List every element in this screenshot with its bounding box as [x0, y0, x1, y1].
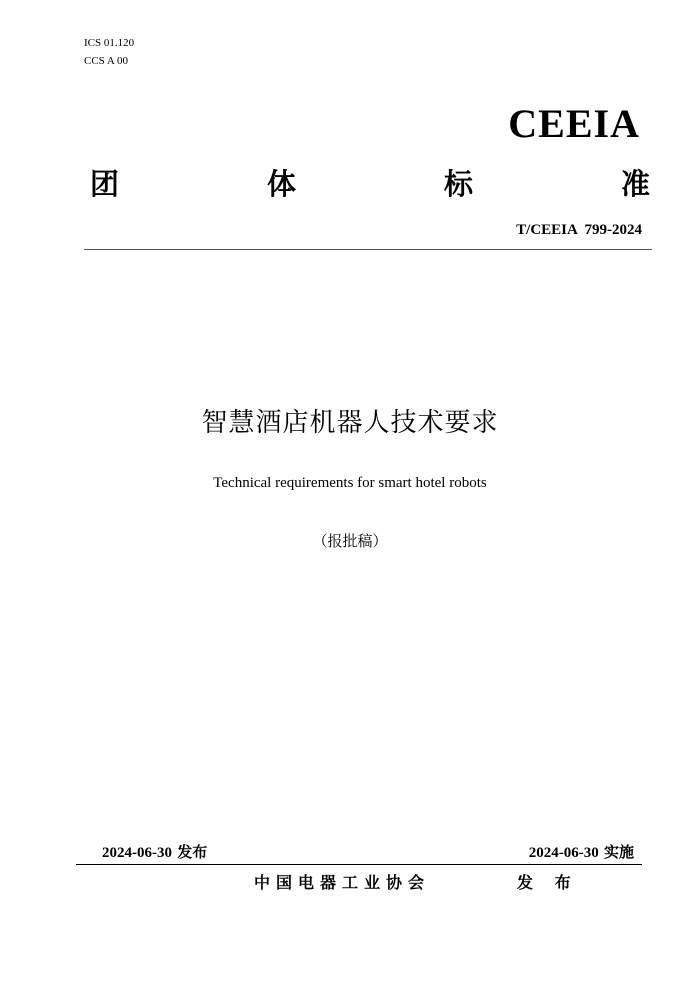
header-divider	[84, 249, 652, 250]
standard-type-char: 团	[90, 167, 120, 201]
issue-date	[102, 841, 207, 862]
ics-code: ICS 01.120	[84, 37, 135, 49]
implementation-date	[529, 841, 634, 862]
implementation-date-label: 实施	[598, 843, 634, 861]
standard-type	[90, 162, 650, 203]
publisher-name: 中国电器工业协会	[254, 873, 431, 892]
issue-date-label: 发布	[172, 843, 208, 861]
implementation-date-value: 2024-06-30	[528, 845, 599, 861]
standard-number: T/CEEIA 799-2024	[516, 222, 642, 238]
ccs-code: CCS A 00	[84, 55, 129, 67]
issue-date-value: 2024-06-30	[102, 845, 172, 861]
draft-status: （报批稿）	[312, 532, 388, 550]
standard-type-char: 体	[266, 167, 296, 201]
document-title-chinese: 智慧酒店机器人技术要求	[201, 408, 499, 438]
standard-type-char: 标	[443, 167, 473, 201]
footer-divider	[76, 864, 642, 865]
standard-type-char: 准	[620, 167, 650, 201]
publish-label: 发 布	[517, 873, 579, 892]
document-title-english: Technical requirements for smart hotel robots	[213, 475, 487, 491]
organization-abbreviation: CEEIA	[508, 101, 640, 146]
